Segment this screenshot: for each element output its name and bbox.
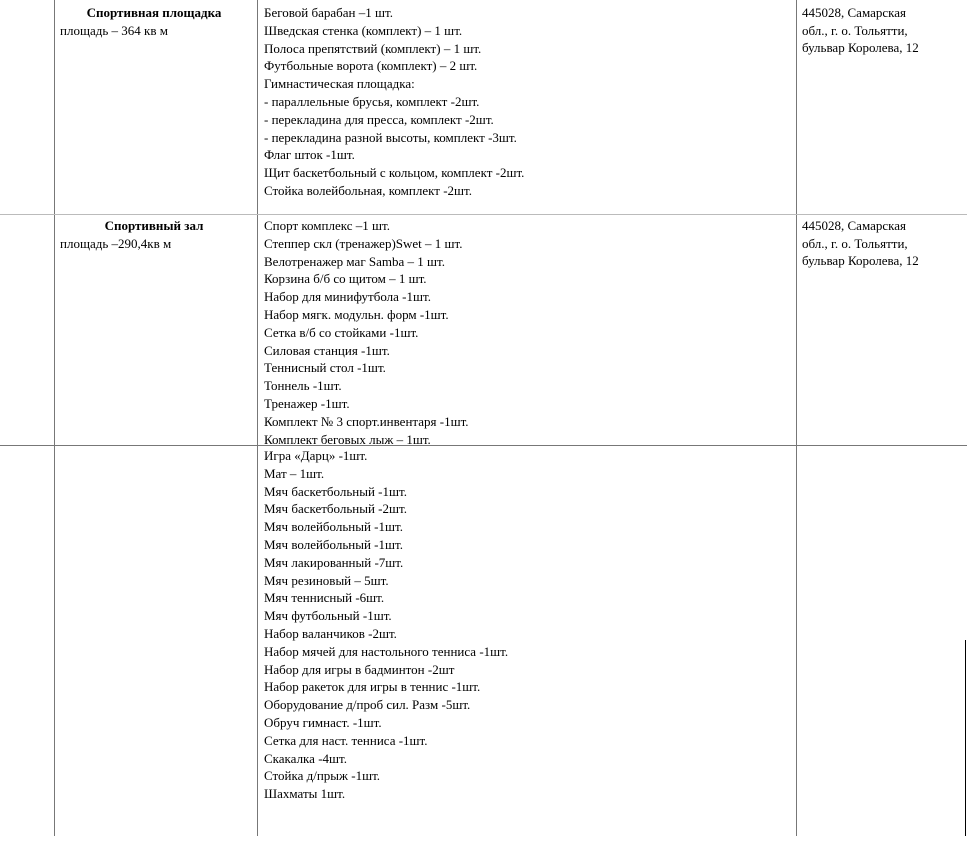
row1-name-cell [56, 4, 252, 40]
list-item: Мат – 1шт. [264, 465, 325, 481]
row3-items-cell [264, 447, 789, 803]
list-item: Гимнастическая площадка: [264, 76, 415, 92]
list-item: Степпер скл (тренажер)Swet – 1 шт. [264, 235, 463, 251]
list-item: Скакалка -4шт. [264, 750, 347, 766]
list-item: Набор мягк. модульн. форм -1шт. [264, 306, 449, 322]
list-item: - перекладина для пресса, комплект -2шт. [264, 111, 494, 127]
row1-items-cell [264, 4, 789, 200]
table-border-items-left [257, 0, 258, 836]
list-item: Мяч теннисный -6шт. [264, 590, 385, 606]
list-item: Сетка для наст. тенниса -1шт. [264, 732, 428, 748]
list-item: Мяч резиновый – 5шт. [264, 572, 389, 588]
address-line: 445028, Самарская [802, 218, 906, 233]
list-item: Набор для минифутбола -1шт. [264, 289, 431, 305]
list-item: Сетка в/б со стойками -1шт. [264, 324, 419, 340]
list-item: Набор мячей для настольного тенниса -1шт. [264, 643, 509, 659]
list-item: Оборудование д/проб сил. Разм -5шт. [264, 697, 471, 713]
list-item: Шведская стенка (комплект) – 1 шт. [264, 22, 463, 38]
list-item: Щит баскетбольный с кольцом, комплект -2шт. [264, 165, 525, 181]
list-item: Футбольные ворота (комплект) – 2 шт. [264, 58, 478, 74]
list-item: Мяч баскетбольный -2шт. [264, 501, 407, 517]
address-line: 445028, Самарская [802, 5, 906, 20]
list-item: Мяч баскетбольный -1шт. [264, 483, 407, 499]
table-border-items-right [796, 0, 797, 836]
table-border-right [965, 640, 966, 836]
facility-area: площадь – 364 кв м [60, 22, 168, 38]
list-item: Стойка волейбольная, комплект -2шт. [264, 182, 472, 198]
row2-items-cell [264, 217, 789, 448]
row-divider-1 [0, 214, 967, 215]
list-item: Мяч лакированный -7шт. [264, 554, 404, 570]
facility-title: Спортивная площадка [86, 5, 222, 20]
list-item: Спорт комплекс –1 шт. [264, 218, 390, 233]
row1-address-cell [802, 4, 962, 57]
address-line: бульвар Королева, 12 [802, 40, 919, 55]
list-item: Набор для игры в бадминтон -2шт [264, 661, 455, 677]
list-item: Теннисный стол -1шт. [264, 360, 386, 376]
list-item: Мяч футбольный -1шт. [264, 608, 392, 624]
list-item: Корзина б/б со щитом – 1 шт. [264, 271, 427, 287]
list-item: Мяч волейбольный -1шт. [264, 519, 403, 535]
list-item: Набор валанчиков -2шт. [264, 625, 397, 641]
list-item: Комплект № 3 спорт.инвентаря -1шт. [264, 413, 469, 429]
list-item: Шахматы 1шт. [264, 786, 346, 802]
row2-name-cell [56, 217, 252, 253]
address-line: обл., г. о. Тольятти, [802, 22, 908, 38]
row2-address-cell [802, 217, 962, 270]
list-item: Стойка д/прыж -1шт. [264, 768, 381, 784]
list-item: Комплект беговых лыж – 1шт. [264, 431, 431, 447]
list-item: Мяч волейбольный -1шт. [264, 536, 403, 552]
list-item: Обруч гимнаст. -1шт. [264, 714, 382, 730]
address-line: бульвар Королева, 12 [802, 253, 919, 268]
list-item: Силовая станция -1шт. [264, 342, 390, 358]
address-line: обл., г. о. Тольятти, [802, 235, 908, 251]
list-item: - параллельные брусья, комплект -2шт. [264, 93, 480, 109]
list-item: - перекладина разной высоты, комплект -3шт. [264, 129, 517, 145]
list-item: Игра «Дарц» -1шт. [264, 448, 368, 463]
list-item: Беговой барабан –1 шт. [264, 5, 393, 20]
table-border-left [54, 0, 55, 836]
list-item: Флаг шток -1шт. [264, 147, 355, 163]
facility-area: площадь –290,4кв м [60, 235, 172, 251]
list-item: Велотренажер маг Samba – 1 шт. [264, 253, 446, 269]
list-item: Набор ракеток для игры в теннис -1шт. [264, 679, 481, 695]
list-item: Тренажер -1шт. [264, 395, 350, 411]
list-item: Полоса препятствий (комплект) – 1 шт. [264, 40, 482, 56]
list-item: Тоннель -1шт. [264, 378, 342, 394]
facility-title: Спортивный зал [104, 218, 204, 233]
